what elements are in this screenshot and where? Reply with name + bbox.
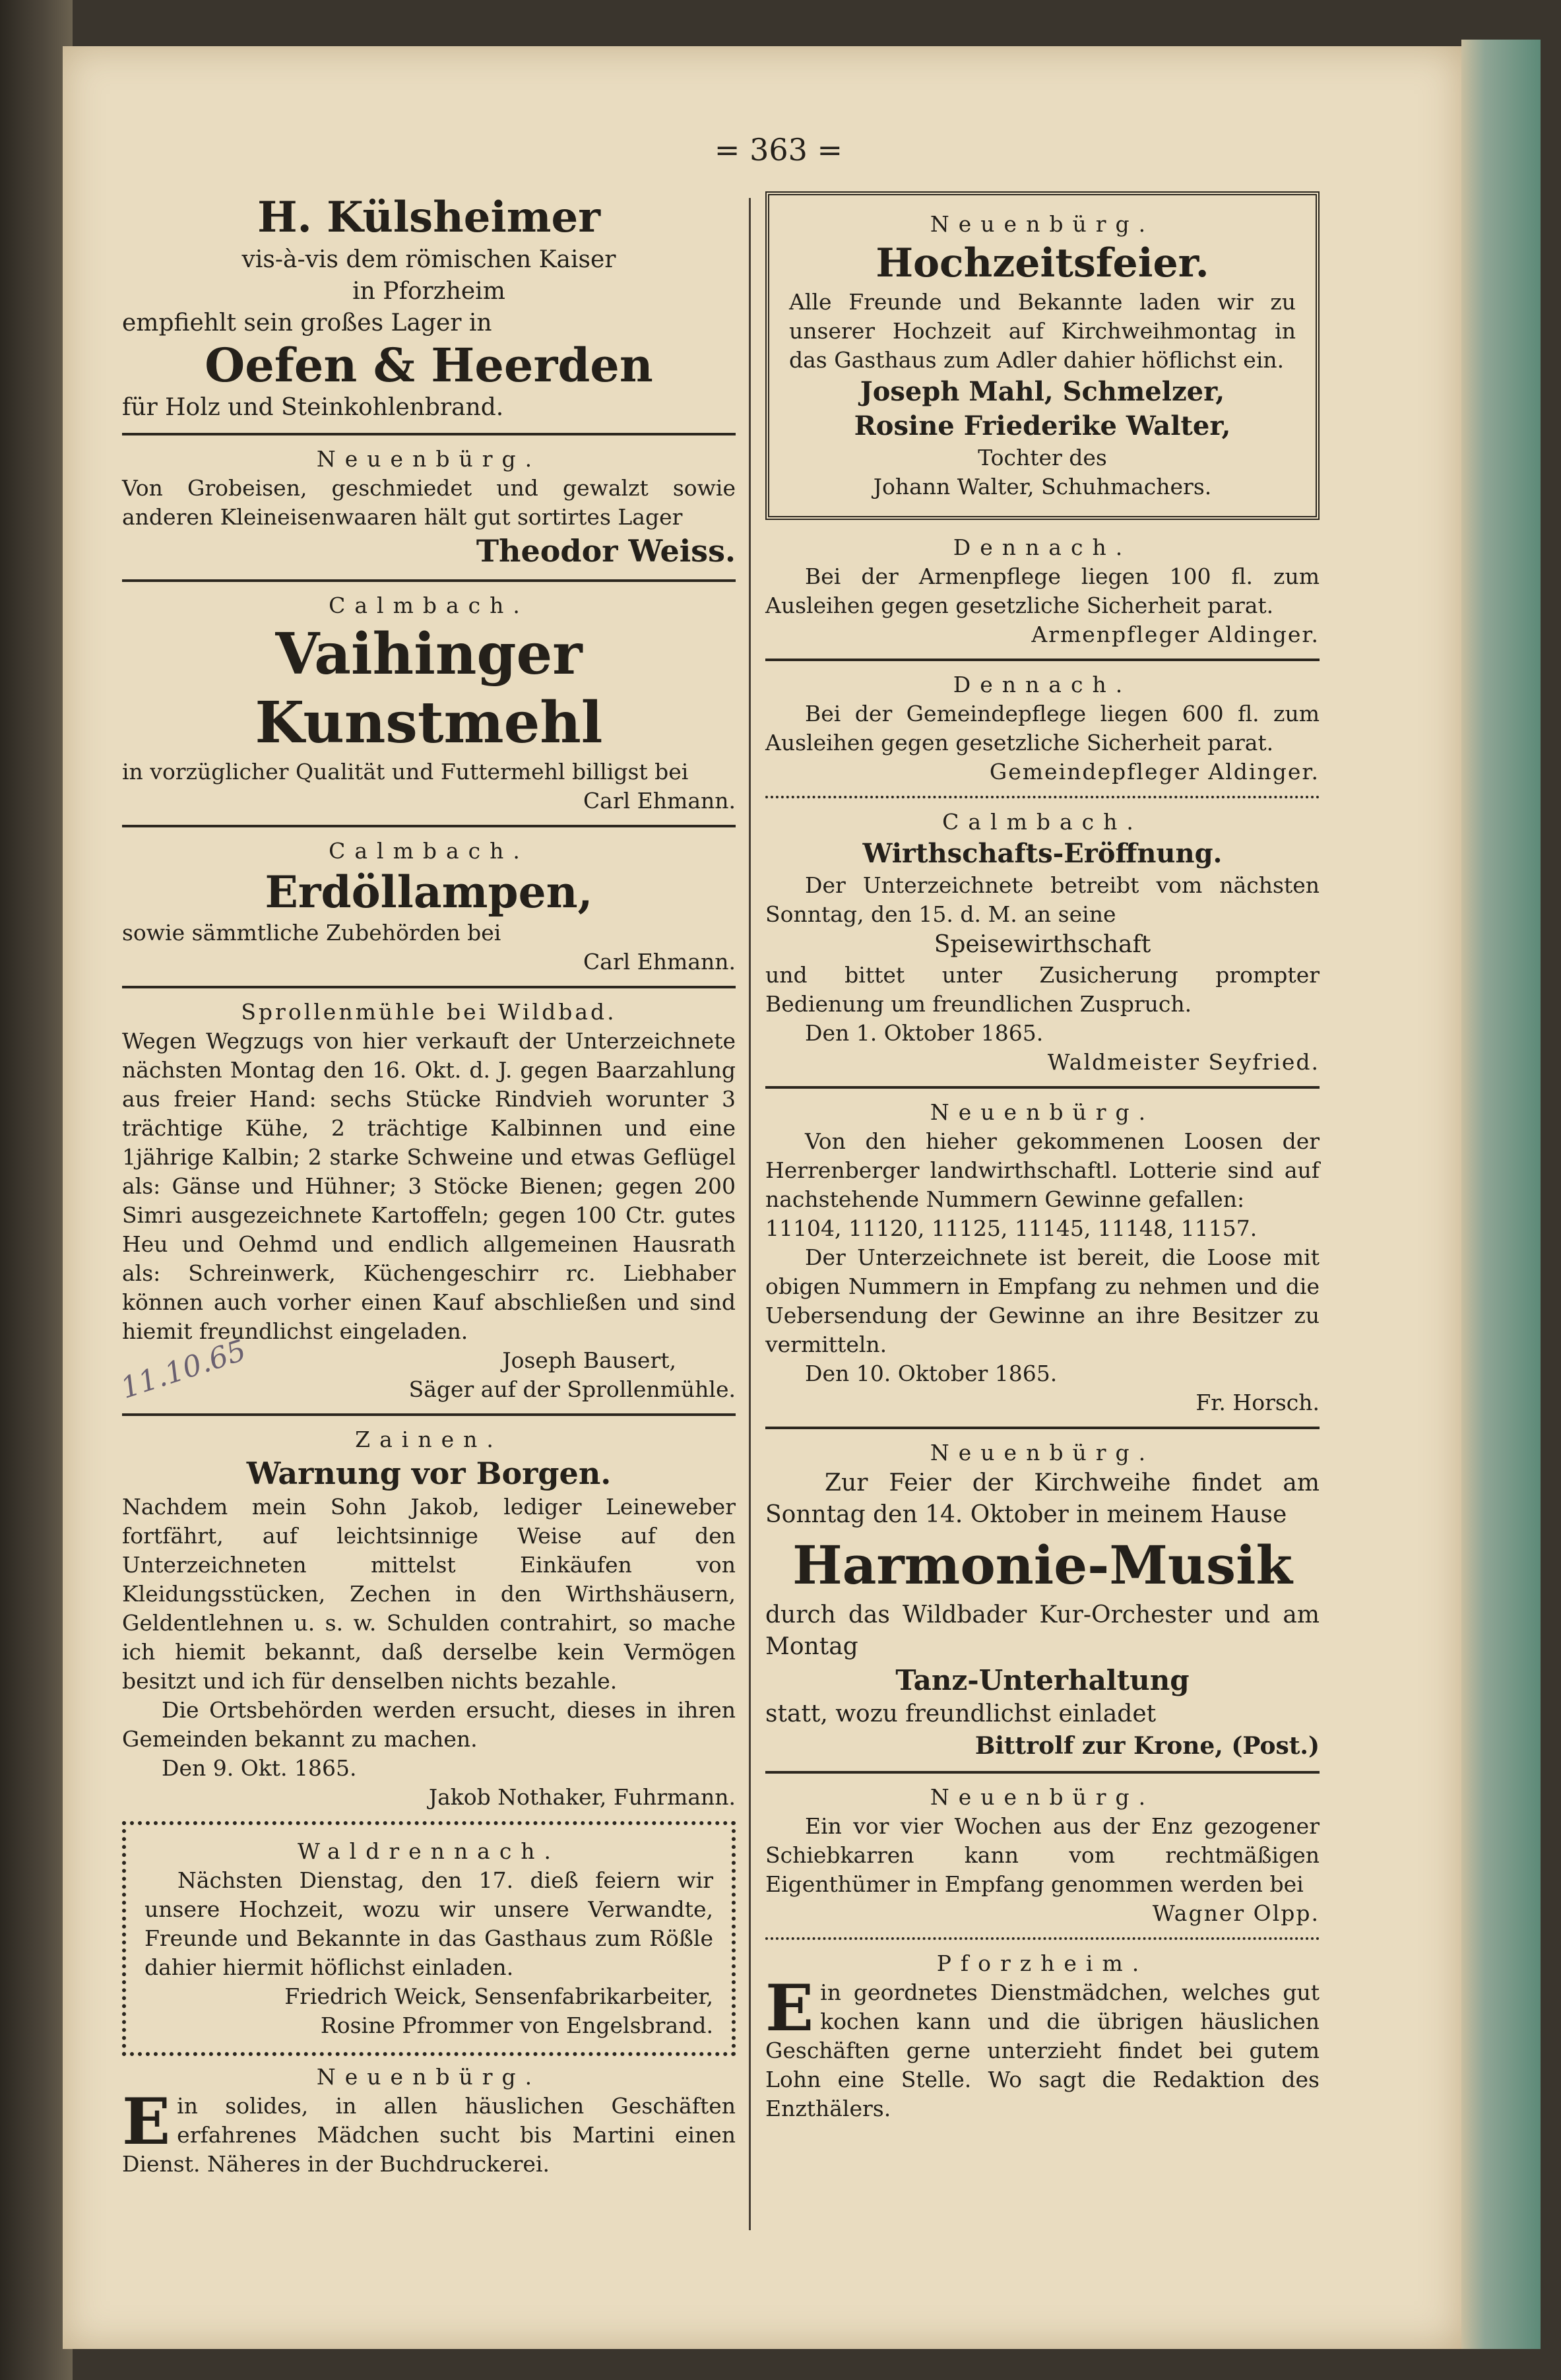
ad-place: Neuenbürg. [930, 211, 1155, 237]
ad-subheadline: Tanz-Unterhaltung [895, 1664, 1190, 1696]
separator [765, 1427, 1320, 1429]
column-rule [749, 198, 751, 2230]
ad-place: Waldrennach. [297, 1838, 561, 1864]
ad-date: Den 10. Oktober 1865. [805, 1361, 1058, 1386]
ad-signature: Friedrich Weick, Sensenfabrikarbeiter, [284, 1983, 713, 2009]
separator [122, 433, 736, 435]
separator [122, 1413, 736, 1416]
ad-body: Zur Feier der Kirchweihe findet am Sonntag den 14. Oktober in meinem Hause [765, 1469, 1320, 1528]
ad-place: Sprollenmühle bei Wildbad. [241, 999, 617, 1025]
ad-place: Zainen. [355, 1427, 503, 1452]
ad-body: Von den hieher gekommenen Loosen der Herrenberger landwirthschaftl. Lotterie sind auf nachstehende Nummern Gewinne gefallen: [765, 1128, 1320, 1212]
ad-hochzeit-waldrennach [122, 1821, 736, 2056]
lottery-numbers: 11104, 11120, 11125, 11145, 11148, 11157. [765, 1215, 1258, 1241]
ad-place: Neuenbürg. [316, 446, 542, 472]
left-column [122, 191, 736, 2179]
ad-line: empfiehlt sein großes Lager in [122, 309, 492, 337]
ad-signature: Armenpfleger Aldinger. [1031, 622, 1320, 647]
ad-signature: Säger auf der Sprollenmühle. [408, 1376, 736, 1402]
ad-body: Wegen Wegzugs von hier verkauft der Unterzeichnete nächsten Montag den 16. Okt. d. J. gegen Baarzahlung aus freier Hand: sechs Stücke Rindvieh worunter 3 trächtige Kühe, 2 trächtige Kalbinnen und eine 1jährige Kalbin; 2 starke Schweine und etwas Geflügel als: Gänse und Hühner; 3 Stöcke Bienen; gegen 200 Simri ausgezeichnete Kartoffeln; gegen 100 Ctr. gutes Heu und Oehmd und endlich allgemeinen Hausrath als: Schreinwerk, Küchengeschirr rc. Liebhaber können auch vorher einen Kauf abschließen und sind hiemit freundlichst eingeladen. [122, 1028, 736, 1344]
ad-headline: Wirthschafts-Eröffnung. [862, 838, 1223, 869]
ad-body: Die Ortsbehörden werden ersucht, dieses in ihren Gemeinden bekannt zu machen. [122, 1697, 736, 1752]
ad-date: Den 1. Oktober 1865. [805, 1020, 1044, 1046]
ad-body: durch das Wildbader Kur-Orchester und am Montag [765, 1601, 1320, 1660]
ad-place: Dennach. [953, 534, 1132, 560]
ad-body: und bittet unter Zusicherung prompter Bedienung um freundlichen Zuspruch. [765, 962, 1320, 1017]
ad-headline: Erdöllampen, [265, 866, 593, 918]
ad-body: Nachdem mein Sohn Jakob, lediger Leineweber fortfährt, auf leichtsinnige Weise auf den Unterzeichneten mittelst Einkäufen von Kleidungsstücken, Zechen in den Wirthshäusern, Geldentlehnen u. s. w. Schulden contrahirt, so mache ich hiemit bekannt, daß derselbe kein Vermögen besitzt und ich für denselben nichts bezahle. [122, 1494, 736, 1694]
ad-signature: Jakob Nothaker, Fuhrmann. [428, 1784, 736, 1810]
ad-body: Nächsten Dienstag, den 17. dieß feiern wir unsere Hochzeit, wozu wir unsere Verwandte, Freunde und Bekannte in das Gasthaus zum Rößle dahier hiermit höflichst einladen. [144, 1867, 713, 1980]
ad-signature: Theodor Weiss. [476, 533, 736, 569]
drop-cap: E [122, 2084, 171, 2159]
book-binding [0, 0, 73, 2380]
ad-headline: Oefen & Heerden [205, 338, 653, 393]
separator [122, 579, 736, 582]
ad-signature: Joseph Mahl, Schmelzer, [860, 376, 1225, 407]
ad-hochzeitsfeier [765, 191, 1320, 520]
ad-signature: Fr. Horsch. [1195, 1390, 1320, 1415]
ad-signature: Rosine Friederike Walter, [854, 410, 1231, 441]
ad-kirchweihe [765, 1438, 1320, 1762]
ad-body: Von Grobeisen, geschmiedet und gewalzt sowie anderen Kleineisenwaaren hält gut sortirtes Lager [122, 475, 736, 530]
ad-dienstmaedchen [765, 1949, 1320, 2123]
ad-place: Neuenbürg. [316, 2064, 542, 2090]
ad-place: Neuenbürg. [930, 1440, 1155, 1465]
ad-body: statt, wozu freundlichst einladet [765, 1700, 1157, 1727]
separator [122, 825, 736, 827]
ad-body: Bei der Armenpflege liegen 100 fl. zum Ausleihen gegen gesetzliche Sicherheit parat. [765, 563, 1320, 618]
ad-schiebkarren [765, 1783, 1320, 1928]
ad-signature: Bittrolf zur Krone, (Post.) [974, 1732, 1320, 1760]
ad-place: Calmbach. [942, 809, 1143, 835]
ad-place: Neuenbürg. [930, 1099, 1155, 1125]
separator [122, 986, 736, 988]
ad-lotterie [765, 1098, 1320, 1417]
separator [765, 1086, 1320, 1089]
ad-kuelsheimer [122, 191, 736, 424]
ad-body: Bei der Gemeindepflege liegen 600 fl. zum Ausleihen gegen gesetzliche Sicherheit parat. [765, 701, 1320, 756]
ad-headline: Warnung vor Borgen. [246, 1456, 612, 1491]
drop-cap: E [765, 1971, 814, 2045]
ad-signature: Carl Ehmann. [583, 949, 736, 975]
ad-signature: Rosine Pfrommer von Engelsbrand. [320, 2012, 713, 2038]
ad-signature: Waldmeister Seyfried. [1047, 1049, 1320, 1075]
ad-place: Calmbach. [329, 838, 529, 864]
ad-warnung [122, 1425, 736, 1812]
ad-body: Ein vor vier Wochen aus der Enz gezogener Schiebkarren kann vom rechtmäßigen Eigenthümer in Empfang genommen werden bei [765, 1813, 1320, 1897]
ad-title: H. Külsheimer [257, 193, 600, 242]
ad-erdoellampen [122, 837, 736, 977]
ad-signature: Wagner Olpp. [1152, 1900, 1320, 1926]
ad-sprollenmuehle [122, 998, 736, 1404]
ad-body: Der Unterzeichnete ist bereit, die Loose mit obigen Nummern in Empfang zu nehmen und die Uebersendung der Gewinne an ihre Besitzer zu vermitteln. [765, 1244, 1320, 1357]
separator [765, 796, 1320, 798]
separator [765, 659, 1320, 661]
ad-body: sowie sämmtliche Zubehörden bei [122, 920, 501, 946]
ad-line: in Pforzheim [352, 278, 505, 305]
ad-weiss [122, 445, 736, 570]
ad-body: in geordnetes Dienstmädchen, welches gut kochen kann und die übrigen häuslichen Geschäften gerne unterzieht findet bei gutem Lohn eine Stelle. Wo sagt die Redaktion des Enzthälers. [765, 1979, 1320, 2121]
ad-subheadline: Speisewirthschaft [934, 931, 1151, 958]
ad-kunstmehl [122, 591, 736, 816]
page-edge [1461, 40, 1541, 2349]
ad-signature: Tochter des [978, 445, 1107, 470]
handwritten-date-annotation: 11.10.65 [116, 1333, 251, 1406]
ad-place: Neuenbürg. [930, 1784, 1155, 1810]
ad-armenpflege [765, 533, 1320, 649]
ad-signature: Gemeindepfleger Aldinger. [989, 759, 1320, 785]
ad-maedchen [122, 2063, 736, 2179]
ad-place: Pforzheim. [936, 1950, 1149, 1976]
ad-headline: Vaihinger Kunstmehl [255, 621, 603, 756]
ad-line: vis-à-vis dem römischen Kaiser [241, 246, 616, 273]
right-column [765, 191, 1320, 2123]
ad-signature: Carl Ehmann. [583, 788, 736, 814]
ad-signature: Johann Walter, Schuhmachers. [873, 474, 1212, 499]
ad-body: Der Unterzeichnete betreibt vom nächsten Sonntag, den 15. d. M. an seine [765, 872, 1320, 927]
ad-body: Alle Freunde und Bekannte laden wir zu unserer Hochzeit auf Kirchweihmontag in das Gasthaus zum Adler dahier höflichst ein. [789, 289, 1296, 373]
ad-line: für Holz und Steinkohlenbrand. [122, 394, 504, 421]
ad-headline: Harmonie-Musik [792, 1534, 1292, 1596]
separator [765, 1937, 1320, 1940]
ad-body: in solides, in allen häuslichen Geschäften erfahrenes Mädchen sucht bis Martini einen Dienst. Näheres in der Buchdruckerei. [122, 2093, 736, 2177]
page-number: = 363 = [714, 132, 843, 168]
ad-gemeindepflege [765, 670, 1320, 787]
ad-signature: Joseph Bausert, [502, 1347, 676, 1373]
ad-place: Dennach. [953, 672, 1132, 697]
ad-wirthschaft [765, 808, 1320, 1077]
separator [765, 1771, 1320, 1774]
ad-body: in vorzüglicher Qualität und Futtermehl billigst bei [122, 759, 689, 785]
ad-headline: Hochzeitsfeier. [876, 240, 1209, 286]
ad-date: Den 9. Okt. 1865. [162, 1755, 357, 1781]
ad-place: Calmbach. [329, 593, 529, 618]
